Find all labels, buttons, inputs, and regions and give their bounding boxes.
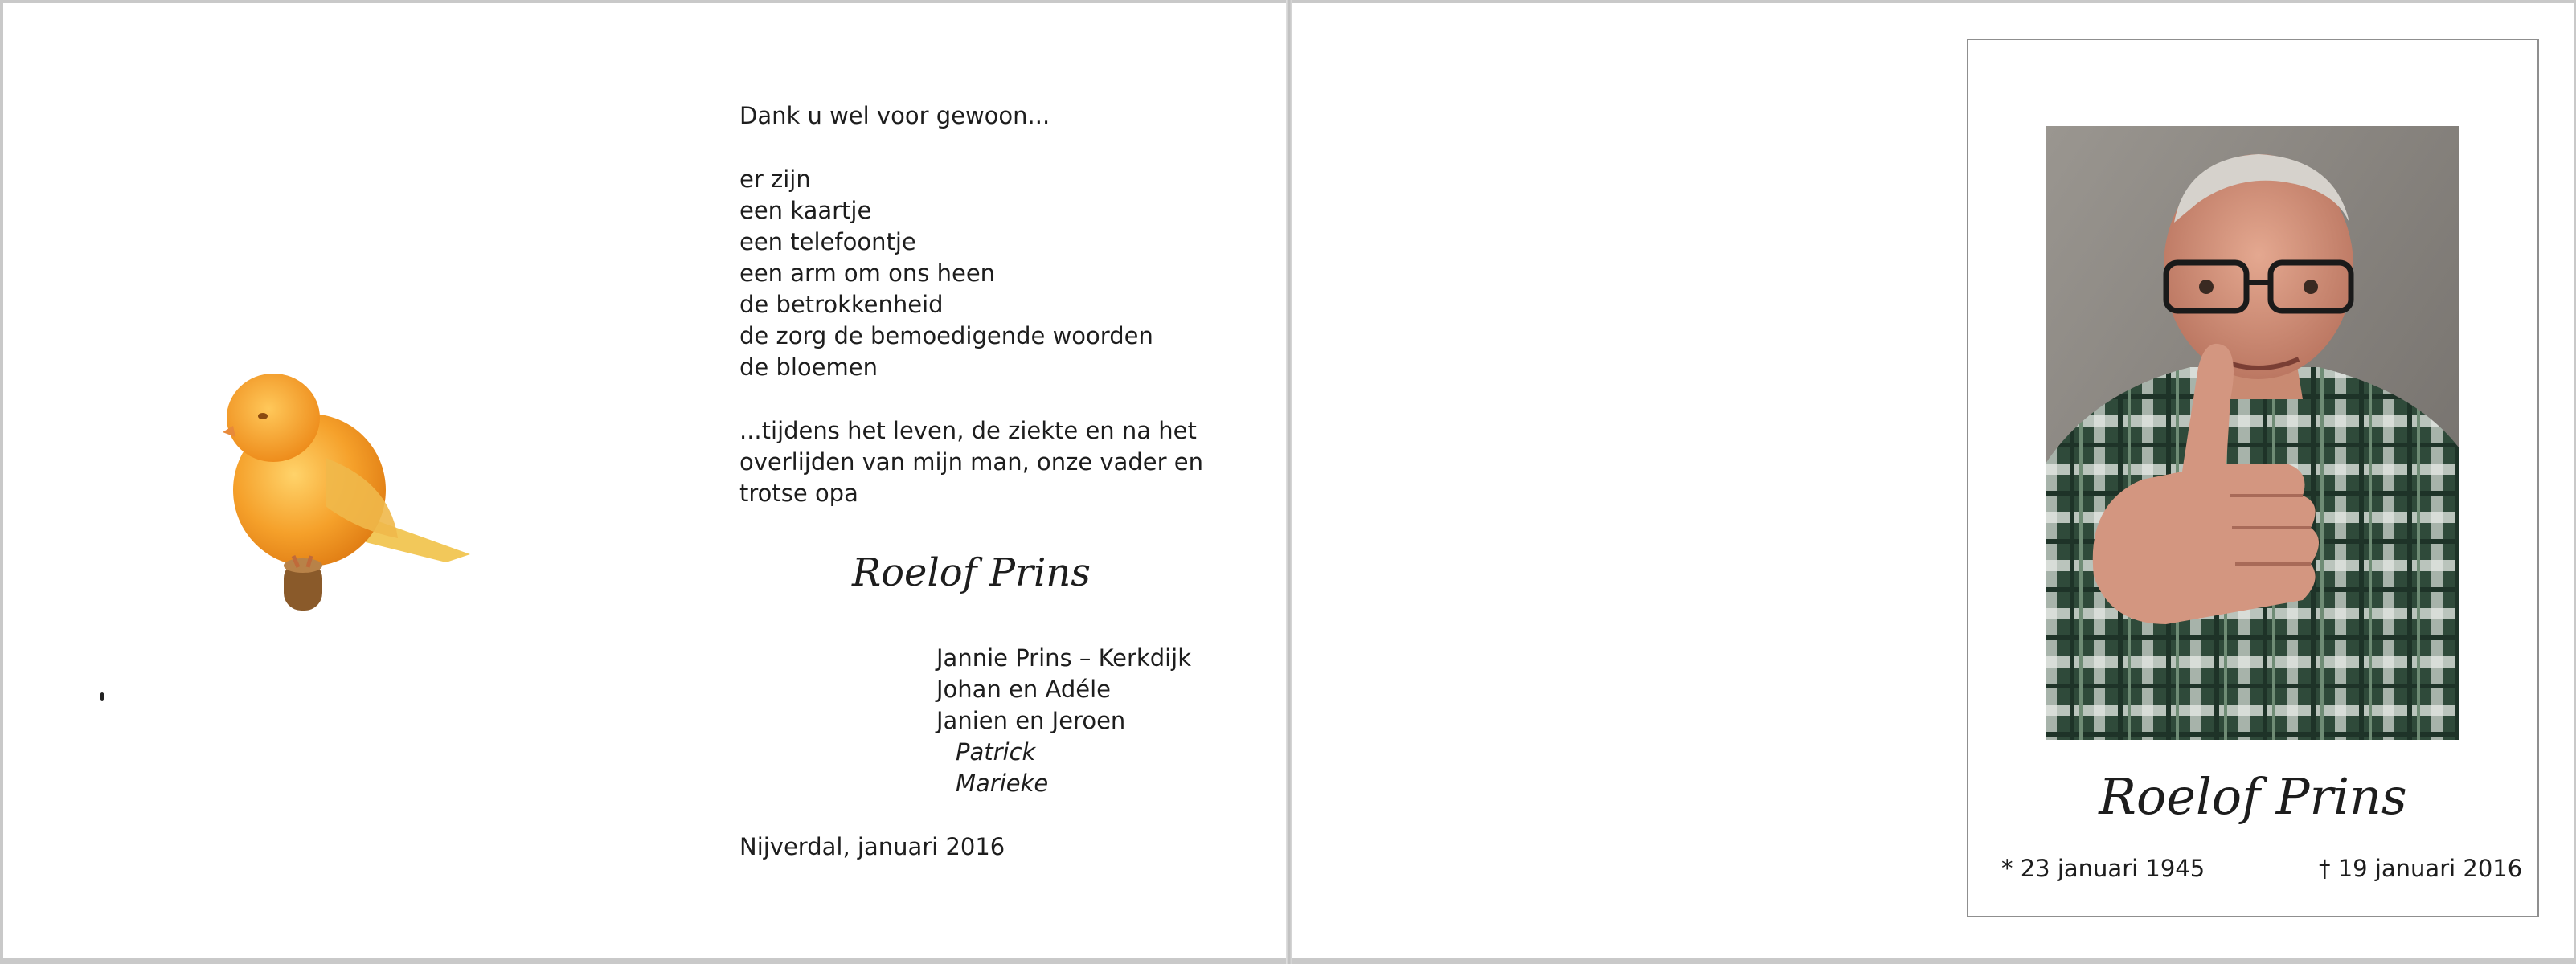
family-member: Jannie Prins – Kerkdijk [936,644,1192,672]
deceased-name: Roelof Prins [852,550,1091,595]
birth-date: * 23 januari 1945 [2001,855,2205,882]
poem-line: de bloemen [739,353,878,381]
poem-title: Dank u wel voor gewoon... [739,102,1050,129]
closing-line: ...tijdens het leven, de ziekte en na het [739,417,1197,444]
poem-line: een kaartje [739,197,872,224]
closing-line: overlijden van mijn man, onze vader en [739,448,1203,476]
death-date: † 19 januari 2016 [2319,855,2523,882]
grandchild-name: Marieke [956,770,1049,797]
poem-line: een telefoontje [739,228,916,255]
portrait-photo [2046,126,2459,740]
place-and-date: Nijverdal, januari 2016 [739,833,1005,860]
canary-bird-image [205,370,478,619]
print-speck [100,692,104,701]
family-member: Johan en Adéle [936,676,1111,703]
closing-line: trotse opa [739,480,858,507]
card-fold [1286,0,1292,964]
family-signatures [936,643,1191,799]
thank-you-poem [739,100,1254,509]
poem-line: er zijn [739,165,811,193]
front-card-name: Roelof Prins [2099,767,2407,826]
poem-line: een arm om ons heen [739,259,996,287]
poem-line: de betrokkenheid [739,291,944,318]
poem-line: de zorg de bemoedigende woorden [739,322,1153,349]
family-member: Janien en Jeroen [936,707,1126,734]
grandchild-name: Patrick [956,738,1036,766]
